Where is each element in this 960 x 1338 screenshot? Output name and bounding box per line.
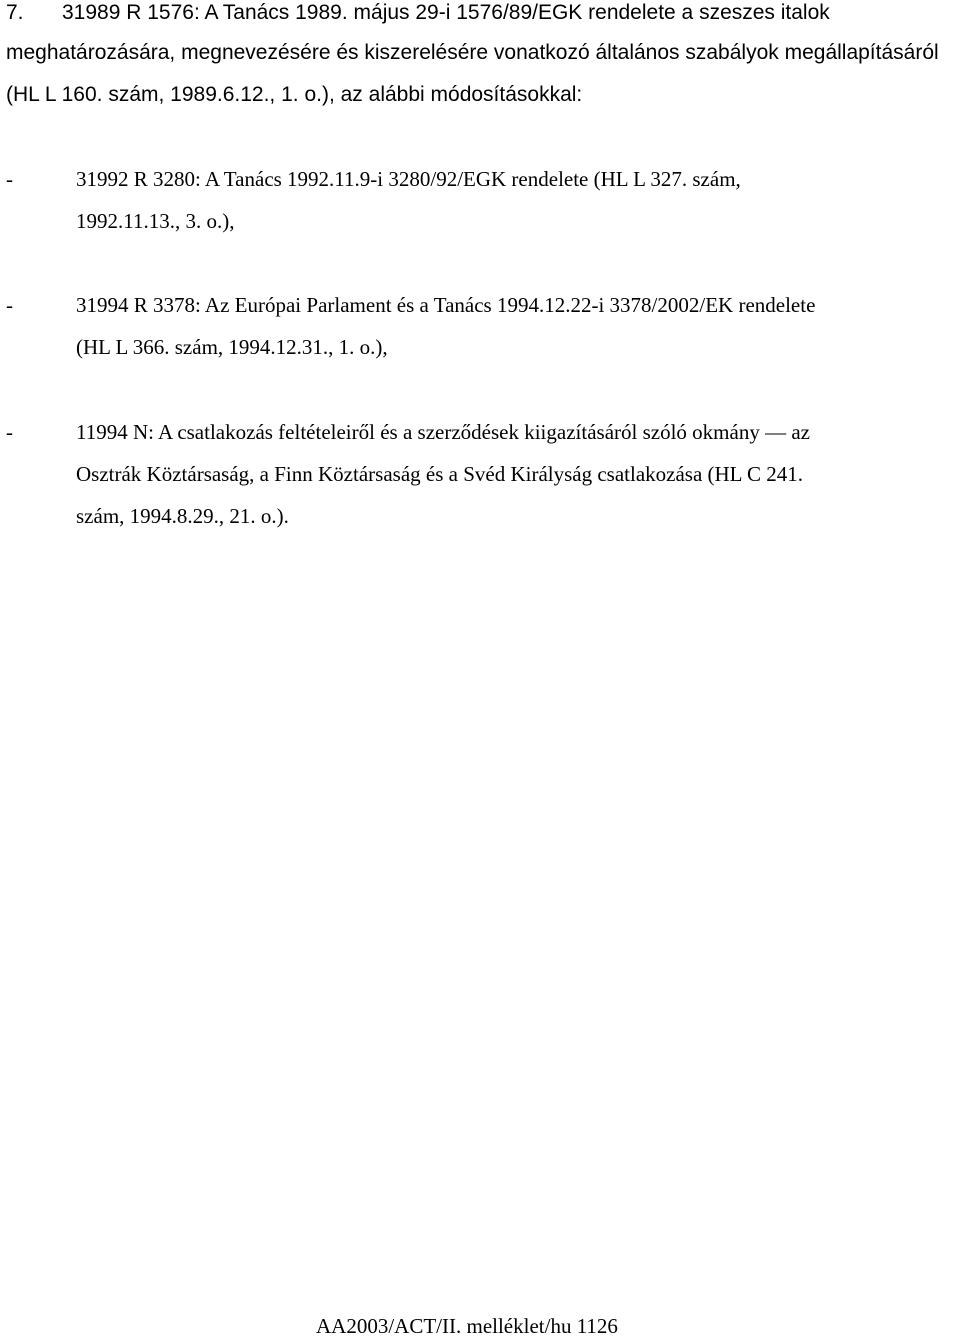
amendment-dash: - [6,167,13,191]
amendment-1-line-1: 31992 R 3280: A Tanács 1992.11.9-i 3280/92/EGK rendelete (HL L 327. szám, [76,167,741,191]
amendment-dash: - [6,420,13,444]
item-line-3: (HL L 160. szám, 1989.6.12., 1. o.), az alábbi módosításokkal: [6,83,583,106]
amendment-1-line-2: 1992.11.13., 3. o.), [76,209,235,233]
amendment-2-line-2: (HL L 366. szám, 1994.12.31., 1. o.), [76,335,388,359]
item-line-2: meghatározására, megnevezésére és kiszerelésére vonatkozó általános szabályok megállapításáról [6,41,939,64]
amendment-dash: - [6,293,13,317]
item-line-1: 31989 R 1576: A Tanács 1989. május 29-i 1576/89/EGK rendelete a szeszes italok [62,1,830,24]
amendment-2-line-1: 31994 R 3378: Az Európai Parlament és a Tanács 1994.12.22-i 3378/2002/EK rendelete [76,293,816,317]
page-footer: AA2003/ACT/II. melléklet/hu 1126 [316,1314,618,1338]
item-number: 7. [6,1,24,24]
amendment-3-line-3: szám, 1994.8.29., 21. o.). [76,504,289,528]
amendment-3-line-1: 11994 N: A csatlakozás feltételeiről és a szerződések kiigazításáról szóló okmány — az [76,420,810,444]
amendment-3-line-2: Osztrák Köztársaság, a Finn Köztársaság és a Svéd Királyság csatlakozása (HL C 241. [76,462,803,486]
